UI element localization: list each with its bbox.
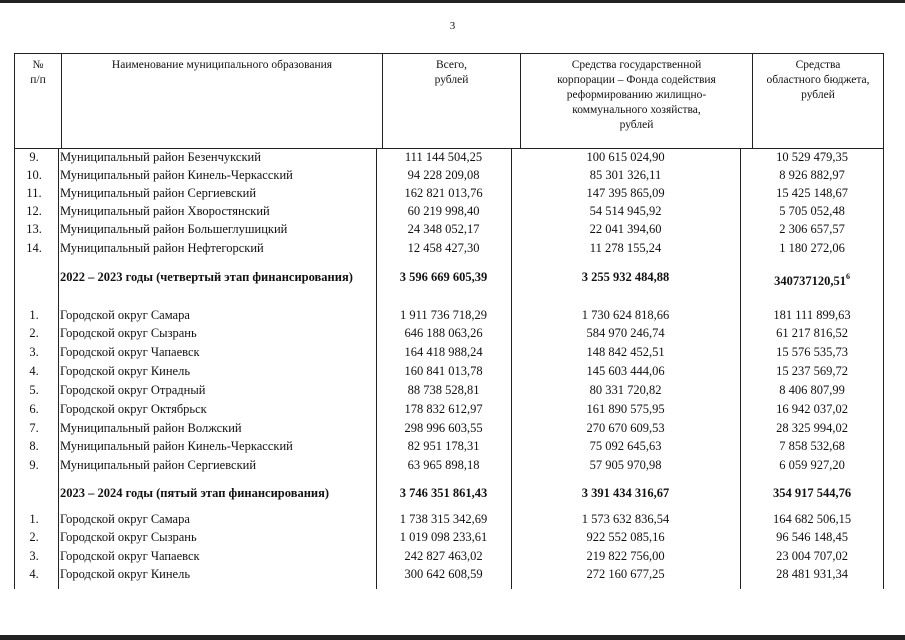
row-fund: 219 822 756,00 bbox=[586, 549, 665, 563]
row-regional: 164 682 506,15 bbox=[772, 512, 852, 526]
row-name: Городской округ Кинель bbox=[60, 364, 191, 378]
row-regional: 15 237 569,72 bbox=[776, 364, 848, 378]
stage-regional: 354 917 544,76 bbox=[772, 486, 852, 500]
row-num: 2. bbox=[29, 326, 39, 340]
row-fund: 11 278 155,24 bbox=[589, 241, 662, 255]
row-total: 162 821 013,76 bbox=[404, 186, 483, 200]
scan-top-border bbox=[0, 0, 905, 3]
stage-summary-row bbox=[14, 268, 884, 304]
row-fund: 147 395 865,09 bbox=[586, 186, 665, 200]
table-row bbox=[14, 202, 884, 220]
row-name: Муниципальный район Кинель-Черкасский bbox=[60, 168, 293, 182]
row-name: Муниципальный район Волжский bbox=[60, 421, 242, 435]
row-name: Муниципальный район Сергиевский bbox=[60, 458, 257, 472]
row-name: Муниципальный район Большеглушицкий bbox=[60, 222, 288, 236]
row-fund: 54 514 945,92 bbox=[589, 204, 662, 218]
row-num: 12. bbox=[26, 204, 42, 218]
row-fund: 57 905 970,98 bbox=[589, 458, 662, 472]
table-body bbox=[14, 149, 884, 589]
row-total: 12 458 427,30 bbox=[407, 241, 480, 255]
row-regional: 15 576 535,73 bbox=[776, 345, 848, 359]
table-row bbox=[14, 437, 884, 455]
row-regional: 10 529 479,35 bbox=[776, 150, 848, 164]
header-fund-text: Средства государственной корпорации – Фонда содействия реформированию жилищно- коммунального хозяйства, рублей bbox=[557, 59, 716, 131]
row-num: 3. bbox=[29, 345, 39, 359]
row-name: Городской округ Октябрьск bbox=[60, 402, 207, 416]
row-name: Муниципальный район Кинель-Черкасский bbox=[60, 439, 293, 453]
row-total: 60 219 998,40 bbox=[407, 204, 480, 218]
row-fund: 100 615 024,90 bbox=[586, 150, 665, 164]
row-regional: 23 004 707,02 bbox=[776, 549, 848, 563]
row-fund: 922 552 085,16 bbox=[586, 530, 665, 544]
row-total: 160 841 013,78 bbox=[404, 364, 483, 378]
table-row bbox=[14, 220, 884, 238]
table-row bbox=[14, 456, 884, 474]
row-regional: 8 926 882,97 bbox=[779, 168, 845, 182]
row-total: 1 911 736 718,29 bbox=[399, 308, 488, 322]
row-total: 298 996 603,55 bbox=[404, 421, 483, 435]
row-total: 646 188 063,26 bbox=[404, 326, 483, 340]
stage-total: 3 746 351 861,43 bbox=[399, 486, 488, 500]
row-total: 1 738 315 342,69 bbox=[399, 512, 488, 526]
stage-total: 3 596 669 605,39 bbox=[399, 270, 488, 284]
row-fund: 22 041 394,60 bbox=[589, 222, 662, 236]
row-fund: 148 842 452,51 bbox=[586, 345, 665, 359]
table-row bbox=[14, 324, 884, 342]
stage-fund: 3 391 434 316,67 bbox=[581, 486, 670, 500]
row-num: 1. bbox=[29, 308, 39, 322]
page-number: 3 bbox=[449, 20, 456, 32]
row-fund: 145 603 444,06 bbox=[586, 364, 665, 378]
row-name: Городской округ Чапаевск bbox=[60, 549, 200, 563]
row-regional: 28 325 994,02 bbox=[776, 421, 848, 435]
stage-title: 2023 – 2024 годы (пятый этап финансирования) bbox=[60, 486, 330, 500]
row-fund: 80 331 720,82 bbox=[589, 383, 662, 397]
row-num: 14. bbox=[26, 241, 42, 255]
table-row bbox=[14, 184, 884, 202]
row-fund: 161 890 575,95 bbox=[586, 402, 665, 416]
row-name: Муниципальный район Сергиевский bbox=[60, 186, 257, 200]
row-regional: 61 217 816,52 bbox=[776, 326, 848, 340]
header-regional bbox=[753, 54, 884, 149]
row-num: 9. bbox=[29, 458, 39, 472]
row-num: 7. bbox=[29, 421, 39, 435]
row-name: Городской округ Самара bbox=[60, 512, 190, 526]
header-total-text: Всего, рублей bbox=[434, 59, 469, 86]
table-row bbox=[14, 400, 884, 418]
header-name bbox=[62, 54, 383, 149]
row-fund: 75 092 645,63 bbox=[589, 439, 662, 453]
row-num: 8. bbox=[29, 439, 39, 453]
row-name: Муниципальный район Нефтегорский bbox=[60, 241, 264, 255]
row-total: 63 965 898,18 bbox=[407, 458, 480, 472]
row-fund: 270 670 609,53 bbox=[586, 421, 665, 435]
header-num-text: № п/п bbox=[30, 59, 46, 86]
row-regional: 8 406 807,99 bbox=[779, 383, 845, 397]
row-num: 2. bbox=[29, 530, 39, 544]
table-row bbox=[14, 239, 884, 257]
table-header bbox=[14, 53, 884, 149]
row-total: 82 951 178,31 bbox=[407, 439, 480, 453]
stage-title: 2022 – 2023 годы (четвертый этап финансирования) bbox=[60, 270, 353, 284]
row-regional: 6 059 927,20 bbox=[779, 458, 845, 472]
row-num: 5. bbox=[29, 383, 39, 397]
stage-regional-cell bbox=[740, 268, 884, 290]
row-regional: 7 858 532,68 bbox=[779, 439, 845, 453]
header-fund bbox=[521, 54, 753, 149]
table-row bbox=[14, 166, 884, 184]
row-num: 4. bbox=[29, 364, 39, 378]
stage-summary-row bbox=[14, 484, 884, 502]
row-name: Городской округ Сызрань bbox=[60, 530, 197, 544]
row-total: 300 642 608,59 bbox=[404, 567, 483, 581]
stage-fund: 3 255 932 484,88 bbox=[581, 270, 670, 284]
row-regional: 1 180 272,06 bbox=[779, 241, 845, 255]
row-regional: 2 306 657,57 bbox=[779, 222, 845, 236]
table-row bbox=[14, 343, 884, 361]
row-name: Городской округ Чапаевск bbox=[60, 345, 200, 359]
row-num: 1. bbox=[29, 512, 39, 526]
row-name: Муниципальный район Безенчукский bbox=[60, 150, 261, 164]
header-name-text: Наименование муниципального образования bbox=[111, 59, 333, 71]
row-name: Городской округ Отрадный bbox=[60, 383, 206, 397]
row-name: Муниципальный район Хворостянский bbox=[60, 204, 270, 218]
row-regional: 16 942 037,02 bbox=[776, 402, 848, 416]
row-num: 9. bbox=[29, 150, 39, 164]
row-regional: 28 481 931,34 bbox=[776, 567, 848, 581]
row-num: 4. bbox=[29, 567, 39, 581]
row-regional: 96 546 148,45 bbox=[776, 530, 848, 544]
row-fund: 1 730 624 818,66 bbox=[581, 308, 670, 322]
table-row bbox=[14, 510, 884, 528]
table-row bbox=[14, 547, 884, 565]
table-row bbox=[14, 362, 884, 380]
table-row bbox=[14, 565, 884, 583]
table-row bbox=[14, 528, 884, 546]
footnote-marker: 6 bbox=[845, 272, 850, 281]
table-row bbox=[14, 148, 884, 166]
row-fund: 584 970 246,74 bbox=[586, 326, 665, 340]
row-name: Городской округ Сызрань bbox=[60, 326, 197, 340]
row-total: 94 228 209,08 bbox=[407, 168, 480, 182]
table-row bbox=[14, 381, 884, 399]
row-total: 164 418 988,24 bbox=[404, 345, 483, 359]
row-fund: 272 160 677,25 bbox=[586, 567, 665, 581]
row-total: 88 738 528,81 bbox=[407, 383, 480, 397]
stage-regional: 340737120,51 bbox=[774, 274, 846, 288]
row-total: 1 019 098 233,61 bbox=[399, 530, 488, 544]
row-num: 11. bbox=[26, 186, 42, 200]
row-name: Городской округ Кинель bbox=[60, 567, 191, 581]
row-regional: 181 111 899,63 bbox=[773, 308, 851, 322]
scan-bottom-border bbox=[0, 635, 905, 640]
row-total: 242 827 463,02 bbox=[404, 549, 483, 563]
table-row bbox=[14, 306, 884, 324]
row-fund: 85 301 326,11 bbox=[589, 168, 662, 182]
header-regional-text: Средства областного бюджета, рублей bbox=[766, 59, 870, 101]
header-total bbox=[383, 54, 521, 149]
row-num: 10. bbox=[26, 168, 42, 182]
row-name: Городской округ Самара bbox=[60, 308, 190, 322]
row-num: 3. bbox=[29, 549, 39, 563]
row-regional: 5 705 052,48 bbox=[779, 204, 845, 218]
row-total: 111 144 504,25 bbox=[404, 150, 483, 164]
row-fund: 1 573 632 836,54 bbox=[581, 512, 670, 526]
header-num bbox=[15, 54, 62, 149]
row-num: 6. bbox=[29, 402, 39, 416]
row-regional: 15 425 148,67 bbox=[776, 186, 848, 200]
row-total: 24 348 052,17 bbox=[407, 222, 480, 236]
row-total: 178 832 612,97 bbox=[404, 402, 483, 416]
table-row bbox=[14, 419, 884, 437]
row-num: 13. bbox=[26, 222, 42, 236]
